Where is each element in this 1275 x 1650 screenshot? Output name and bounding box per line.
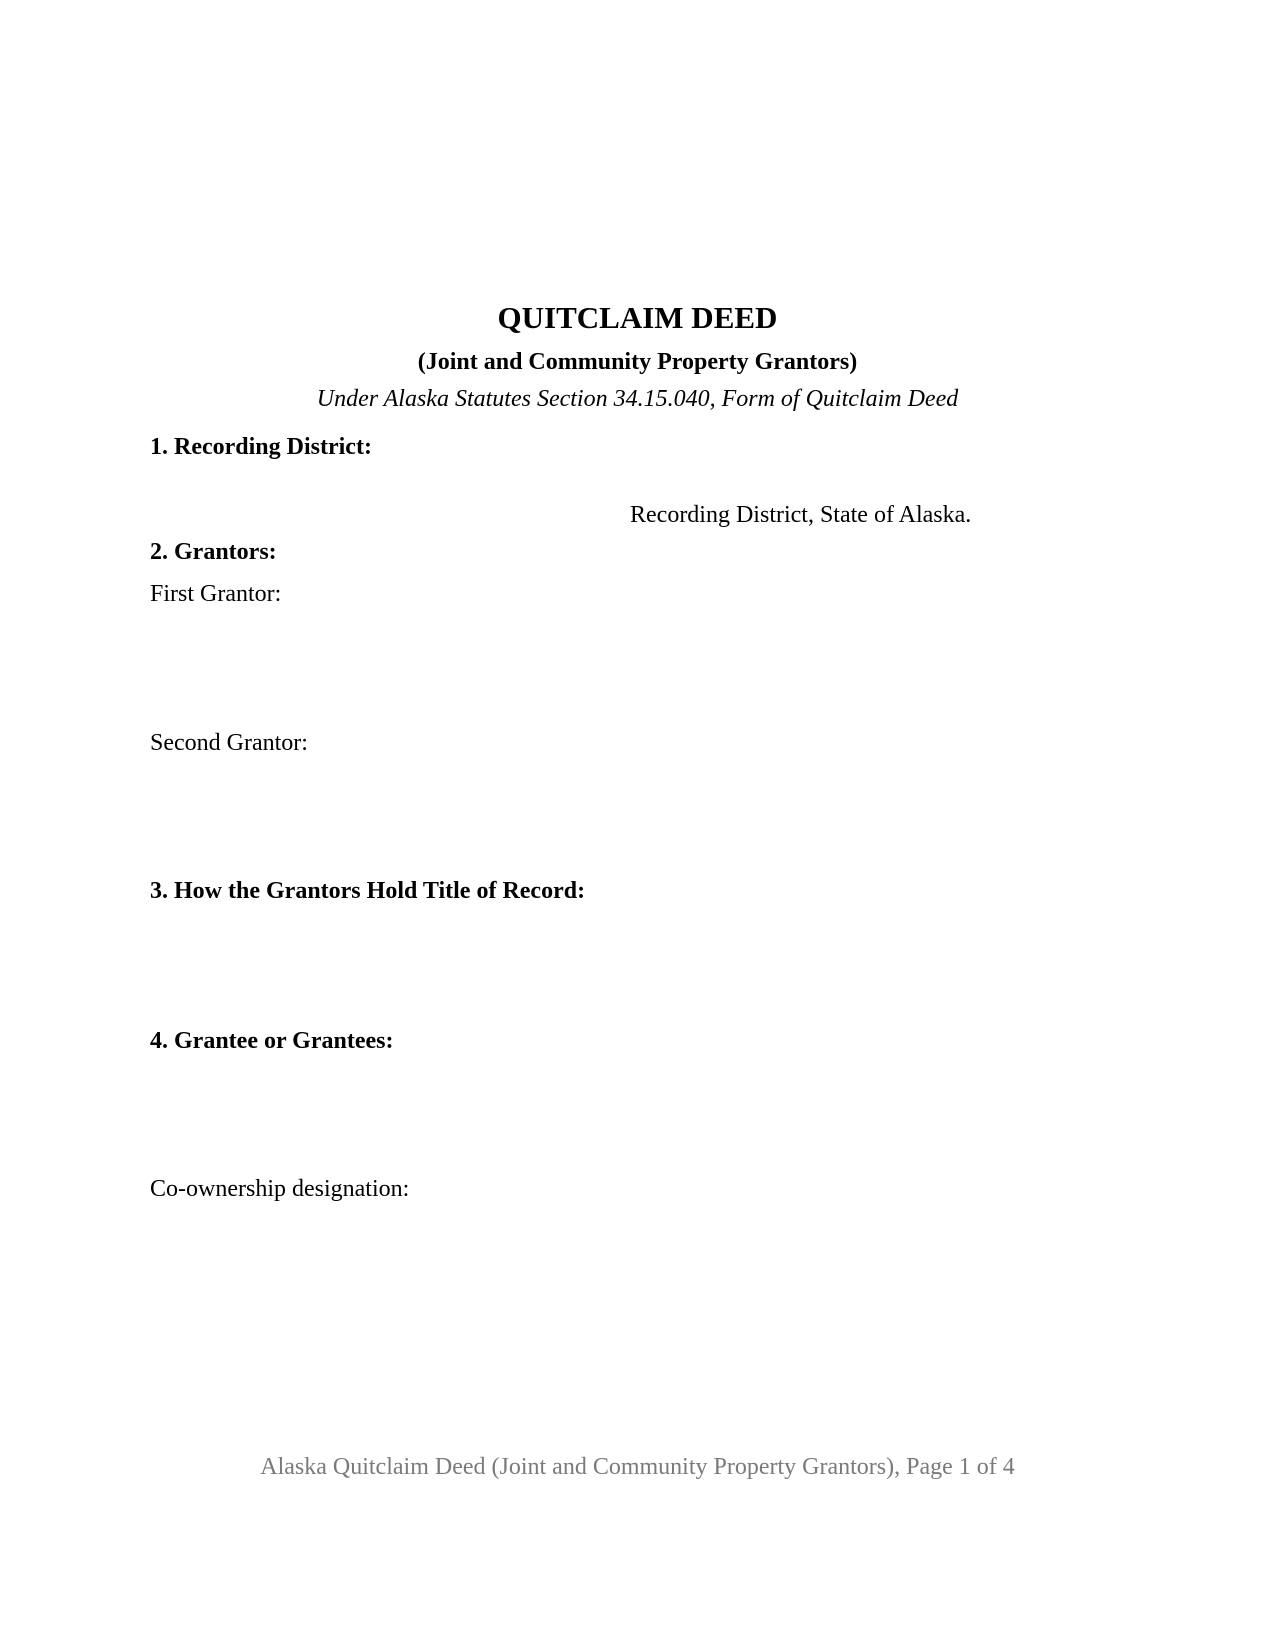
first-grantor-label: First Grantor: <box>150 581 282 607</box>
recording-district-suffix: Recording District, State of Alaska. <box>630 502 972 528</box>
document-title: QUITCLAIM DEED <box>497 300 778 335</box>
statute-reference: Under Alaska Statutes Section 34.15.040, Form of Quitclaim Deed <box>316 386 959 412</box>
document-subtitle: (Joint and Community Property Grantors) <box>417 349 858 375</box>
recording-district-heading: 1. Recording District: <box>150 434 372 460</box>
grantors-heading: 2. Grantors: <box>150 539 277 565</box>
coownership-designation-label: Co-ownership designation: <box>150 1176 410 1202</box>
grantees-heading: 4. Grantee or Grantees: <box>150 1028 394 1054</box>
second-grantor-label: Second Grantor: <box>150 730 308 756</box>
title-of-record-heading: 3. How the Grantors Hold Title of Record: <box>150 878 586 904</box>
page-footer: Alaska Quitclaim Deed (Joint and Community Property Grantors), Page 1 of 4 <box>260 1454 1015 1480</box>
